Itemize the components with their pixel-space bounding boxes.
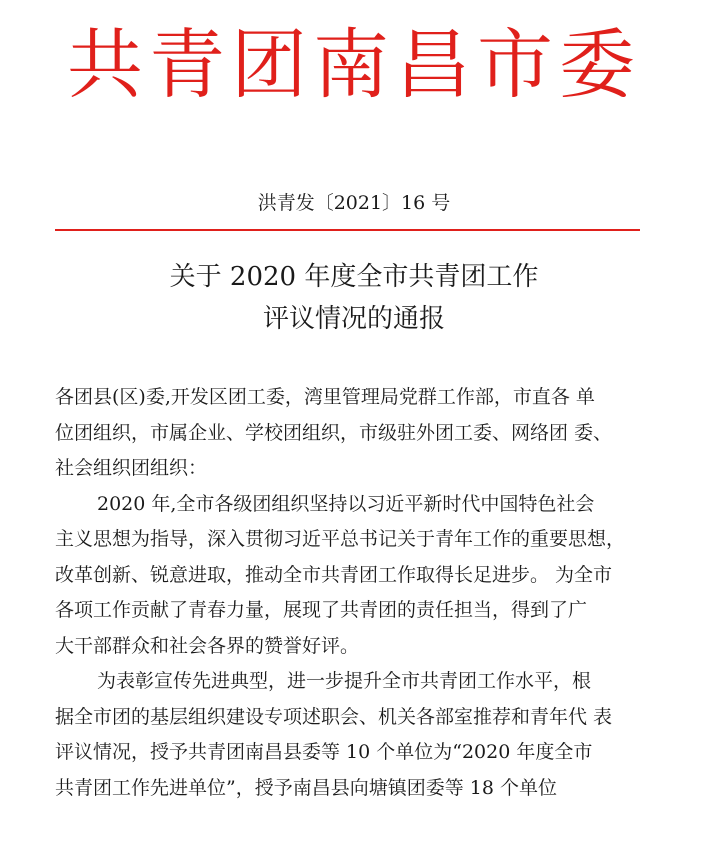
document-title-line-2: 评议情况的通报 [262,304,445,334]
body-line: 位团组织，市属企业、学校团组织，市级驻外团工委、网络团 委、 [55,421,613,444]
body-line: 各团县(区)委,开发区团工委，湾里管理局党群工作部，市直各 单 [55,386,595,408]
body-line: 各项工作贡献了青春力量，展现了共青团的责任担当，得到了广 [55,599,588,621]
document-title [0,256,708,340]
body-line: 评议情况，授予共青团南昌县委等 10 个单位为“2020 年度全市 [55,741,593,763]
document-number: 洪青发〔2021〕16 号 [257,192,451,214]
red-divider-rule [55,229,640,231]
body-line: 据全市团的基层组织建设专项述职会、机关各部室推荐和青年代 表 [55,705,613,728]
body-line: 改革创新、锐意进取，推动全市共青团工作取得长足进步。 为全市 [55,563,613,586]
body-line: 社会组织团组织： [55,457,208,479]
body-line: 大干部群众和社会各界的赞誉好评。 [55,634,360,657]
body-line: 2020 年,全市各级团组织坚持以习近平新时代中国特色社会 [97,492,595,515]
document-title-line-1: 关于 2020 年度全市共青团工作 [169,262,539,292]
body-line: 共青团工作先进单位”，授予南昌县向塘镇团委等 18 个单位 [55,776,557,799]
body-line: 为表彰宣传先进典型，进一步提升全市共青团工作水平，根 [97,670,592,692]
body-line: 主义思想为指导，深入贯彻习近平总书记关于青年工作的重要思想， [55,528,626,550]
document-body [55,380,655,806]
org-header-title: 共青团南昌市委 [67,20,641,109]
